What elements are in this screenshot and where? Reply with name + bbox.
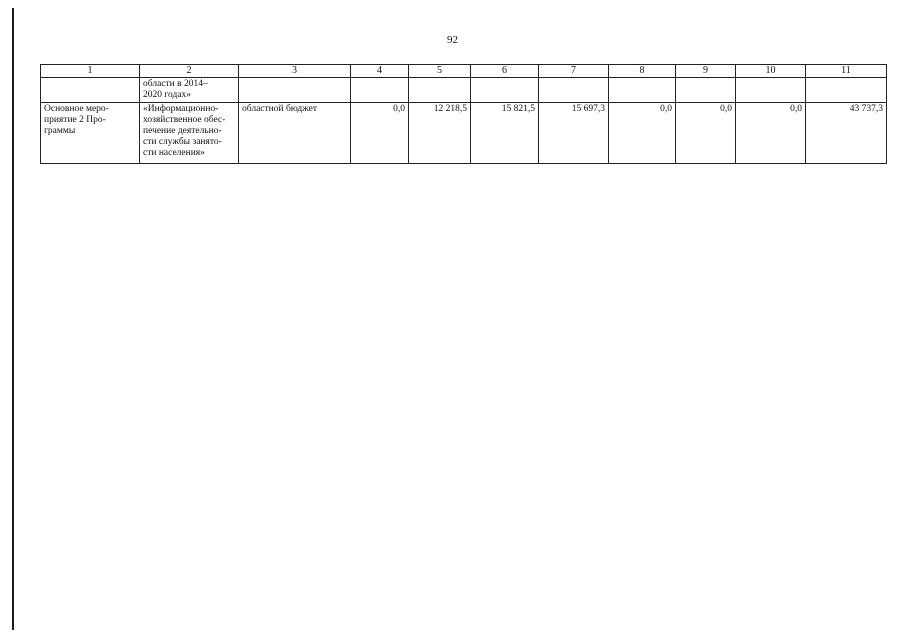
value-cell: 0,0 [609,103,676,164]
text-line: граммы [44,126,76,136]
table-row [41,103,887,164]
table-cell [539,78,609,103]
table-cell [351,78,409,103]
text-line: 2020 годах» [143,90,192,100]
text-line: сти службы занято- [143,137,222,147]
total-cell: 43 737,3 [806,103,887,164]
column-number: 8 [609,65,676,78]
text-line: Основное меро- [44,104,109,114]
value-cell: 12 218,5 [409,103,471,164]
column-number: 11 [806,65,887,78]
column-number: 1 [41,65,140,78]
column-number: 7 [539,65,609,78]
value-cell: 15 697,3 [539,103,609,164]
table-cell [736,78,806,103]
page-number: 92 [447,34,458,46]
column-number: 5 [409,65,471,78]
continuation-row [41,78,887,103]
measure-label-cell [41,103,140,164]
value-cell: 15 821,5 [471,103,539,164]
column-number: 10 [736,65,806,78]
value-cell: 0,0 [351,103,409,164]
table-cell [409,78,471,103]
text-line: приятие 2 Про- [44,115,106,125]
text-line: печение деятельно- [143,126,222,136]
budget-table [40,64,887,164]
text-line: сти населения» [143,148,205,158]
text-line: области в 2014– [143,79,208,89]
funding-source-cell: областной бюджет [239,103,351,164]
column-number: 3 [239,65,351,78]
table-cell [806,78,887,103]
column-number: 4 [351,65,409,78]
program-name-continuation [140,78,239,103]
column-number: 9 [676,65,736,78]
value-cell: 0,0 [736,103,806,164]
text-line: хозяйственное обес- [143,115,226,125]
measure-name-cell [140,103,239,164]
table-cell [239,78,351,103]
text-line: «Информационно- [143,104,219,114]
table-cell [609,78,676,103]
column-number-row [41,65,887,78]
value-cell: 0,0 [676,103,736,164]
table-cell [676,78,736,103]
column-number: 2 [140,65,239,78]
table-cell [41,78,140,103]
column-number: 6 [471,65,539,78]
scan-border [12,8,14,630]
table-cell [471,78,539,103]
